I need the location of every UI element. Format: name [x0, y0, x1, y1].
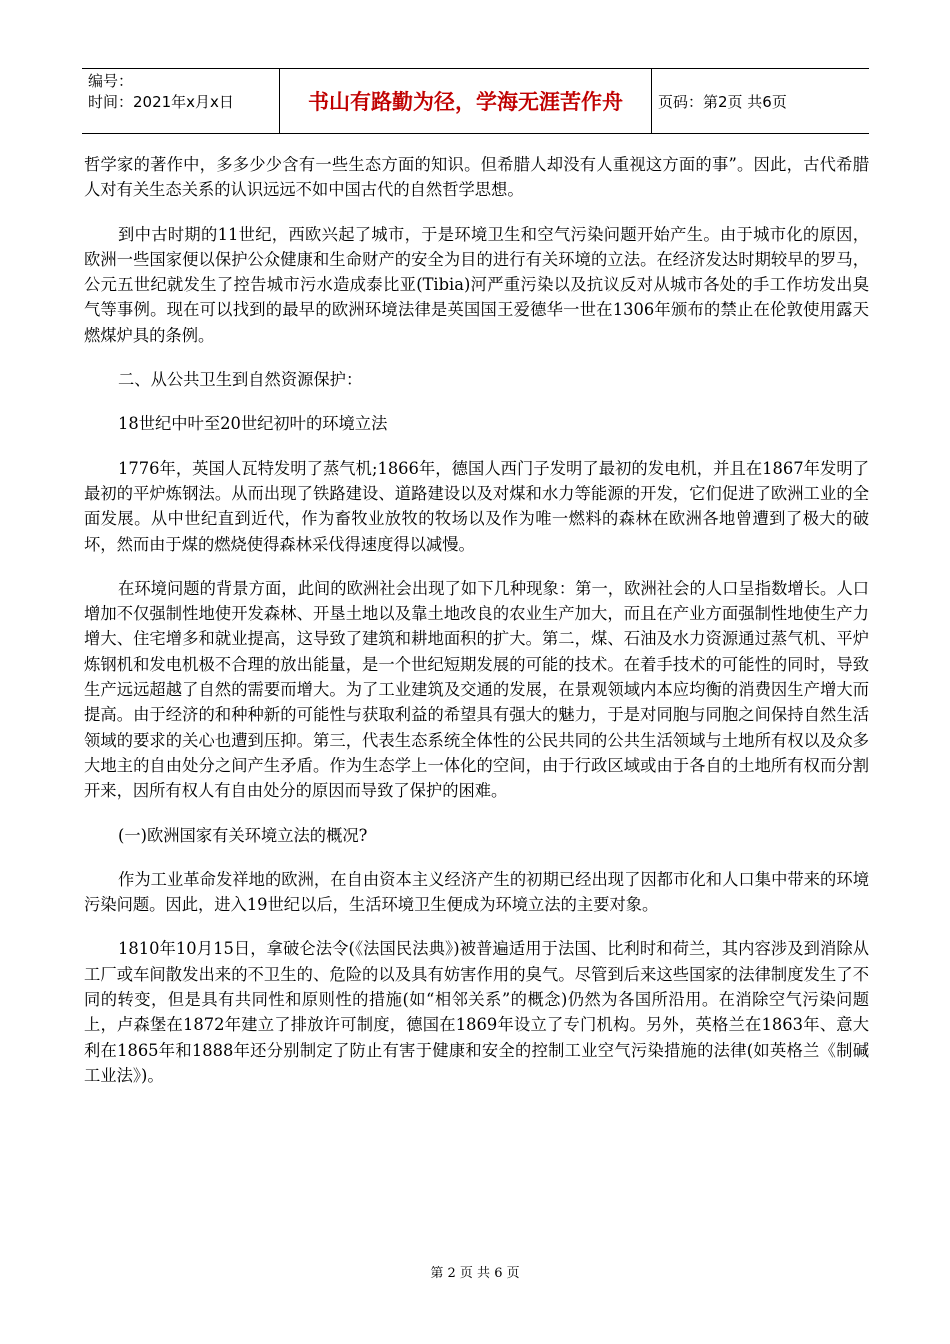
- section-heading: 二、从公共卫生到自然资源保护：: [118, 370, 363, 390]
- paragraph: 1810年10月15日，拿破仑法令(《法国民法典》)被普遍适用于法国、比利时和荷兰，其内容涉及到消除从工厂或车间散发出来的不卫生的、危险的以及具有妨害作用的臭气。尽管到后来这些国家的法律制度发生了不同的转变，但是具有共同性和原则性的措施(如“相邻关系”的概念)仍然为各国所沿用。在消除空气污染问题上，卢森堡在1872年建立了排放许可制度，德国在1869年设立了专门机构。另外，英格兰在1863年、意大利在1865年和1888年还分别制定了防止有害于健康和安全的控制工业空气污染措施的法律(如英格兰《制碱工业法》)。: [84, 939, 869, 1085]
- subsection-heading: (一)欧洲国家有关环境立法的概况?: [118, 825, 368, 845]
- document-time: 时间：2021年x月x日: [88, 93, 234, 111]
- paragraph: 到中古时期的11世纪，西欧兴起了城市，于是环境卫生和空气污染问题开始产生。由于城市化的原因，欧洲一些国家便以保护公众健康和生命财产的安全为目的进行有关环境的立法。在经济发达时期较早的罗马，公元五世纪就发生了控告城市污水造成泰比亚(Tibia)河严重污染以及抗议反对从城市各处的手工作坊发出臭气等事例。现在可以找到的最早的欧洲环境法律是英国国王爱德华一世在1306年颁布的禁止在伦敦使用露天燃煤炉具的条例。: [84, 224, 869, 345]
- paragraph: 在环境问题的背景方面，此间的欧洲社会出现了如下几种现象：第一，欧洲社会的人口呈指数增长。人口增加不仅强制性地使开发森林、开垦土地以及靠土地改良的农业生产加大，而且在产业方面强制性地使生产力增大、住宅增多和就业提高，这导致了建筑和耕地面积的扩大。第二，煤、石油及水力资源通过蒸气机、平炉炼钢机和发电机极不合理的放出能量，是一个世纪短期发展的可能的技术。在着手技术的可能性的同时，导致生产远远超越了自然的需要而增大。为了工业建筑及交通的发展，在景观领域内本应均衡的消费因生产增大而提高。由于经济的和种种新的可能性与获取利益的希望具有强大的魅力，于是对同胞与同胞之间保持自然生活领域的要求的关心也遭到压抑。第三，代表生态系统全体性的公民共同的公共生活领域与土地所有权以及众多大地主的自由处分之间产生矛盾。作为生态学上一体化的空间，由于行政区域或由于各自的土地所有权而分割开来，因所有权人有自由处分的原因而导致了保护的困难。: [84, 578, 869, 801]
- paragraph: 哲学家的著作中，多多少少含有一些生态方面的知识。但希腊人却没有人重视这方面的事”。因此，古代希腊人对有关生态关系的认识远远不如中国古代的自然哲学思想。: [84, 155, 869, 200]
- header-meta: [82, 69, 280, 133]
- document-number: 编号：: [88, 72, 134, 90]
- page-header: [82, 68, 869, 134]
- document-body: [84, 152, 869, 1107]
- paragraph: 1776年，英国人瓦特发明了蒸气机;1866年，德国人西门子发明了最初的发电机，并且在1867年发明了最初的平炉炼钢法。从而出现了铁路建设、道路建设以及对煤和水力等能源的开发，它们促进了欧洲工业的全面发展。从中世纪直到近代，作为畜牧业放牧的牧场以及作为唯一燃料的森林在欧洲各地曾遭到了极大的破坏，然而由于煤的燃烧使得森林采伐得速度得以减慢。: [84, 458, 869, 554]
- header-motto: 书山有路勤为径，学海无涯苦作舟: [280, 69, 652, 133]
- subsection-heading: 18世纪中叶至20世纪初叶的环境立法: [118, 414, 388, 434]
- header-page-number: 页码：第2页 共6页: [658, 92, 787, 111]
- paragraph: 作为工业革命发祥地的欧洲，在自由资本主义经济产生的初期已经出现了因都市化和人口集中带来的环境污染问题。因此，进入19世纪以后，生活环境卫生便成为环境立法的主要对象。: [84, 869, 869, 915]
- page-footer: 第 2 页 共 6 页: [430, 1266, 520, 1281]
